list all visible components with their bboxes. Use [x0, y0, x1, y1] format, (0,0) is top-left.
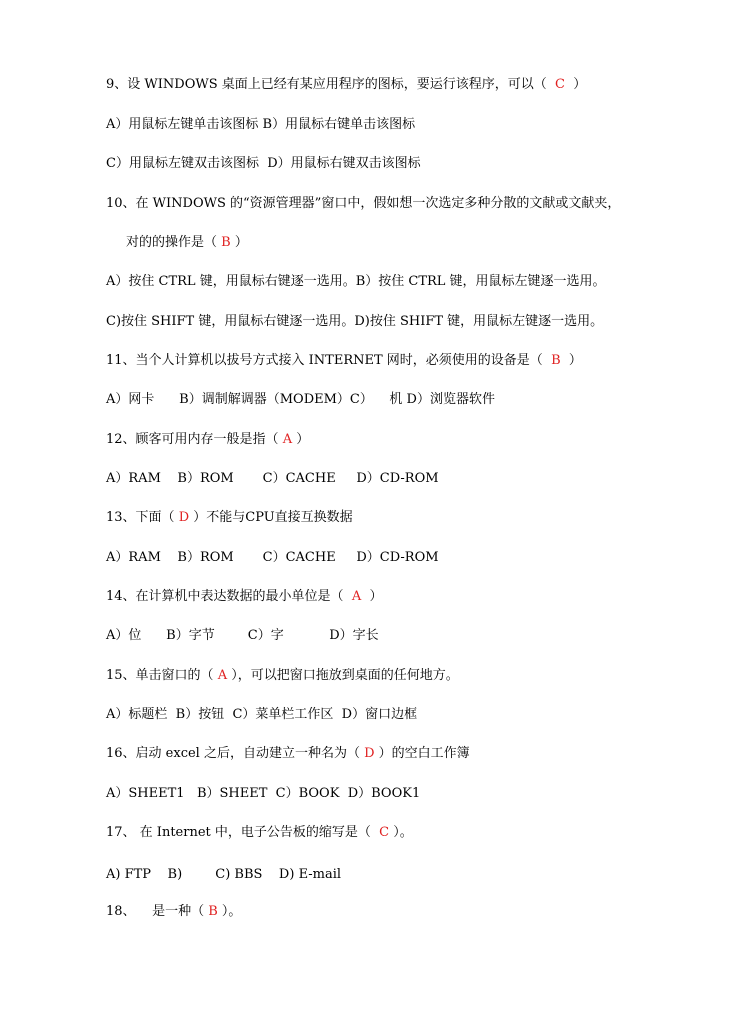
- answer-mark: A: [282, 432, 293, 447]
- options-text: C)按住 SHIFT 键，用鼠标右键逐一选用。D)按住 SHIFT 键，用鼠标左键逐一选用。: [106, 314, 604, 329]
- question-text: 18、 是一种（: [106, 904, 209, 919]
- options-16: [106, 785, 420, 803]
- question-text-end: ）。: [217, 904, 242, 919]
- question-text-end: ）。: [389, 825, 413, 840]
- options-10-ab: [106, 273, 606, 291]
- question-16: [106, 745, 470, 763]
- answer-mark: B: [551, 353, 561, 368]
- question-text: 12、顾客可用内存一般是指（: [106, 432, 283, 447]
- answer-mark: C: [555, 77, 565, 92]
- options-text: A）RAM B）ROM C）CACHE D）CD-ROM: [106, 471, 439, 486]
- options-text: A）位 B）字节 C）字 D）字长: [106, 628, 379, 643]
- answer-mark: B: [221, 235, 231, 250]
- options-9-ab: [106, 116, 415, 134]
- question-14: [106, 588, 382, 606]
- options-text: A）标题栏 B）按钮 C）菜单栏工作区 D）窗口边框: [106, 707, 418, 722]
- question-17: [106, 824, 413, 842]
- options-text: C）用鼠标左键双击该图标 D）用鼠标右键双击该图标: [106, 156, 421, 171]
- options-10-cd: [106, 313, 603, 331]
- question-text: 13、下面（: [106, 510, 179, 525]
- options-15: [106, 706, 417, 724]
- question-text: 14、在计算机中表达数据的最小单位是（: [106, 589, 352, 604]
- options-text: A）SHEET1 B）SHEET C）BOOK D）BOOK1: [106, 786, 421, 801]
- question-9: [106, 76, 586, 94]
- answer-mark: B: [208, 904, 218, 919]
- question-12: [106, 431, 309, 449]
- answer-mark: C: [379, 825, 390, 840]
- options-text: A) FTP B) C) BBS D) E-mail: [106, 867, 342, 882]
- options-text: A）用鼠标左键单击该图标 B）用鼠标右键单击该图标: [106, 117, 416, 132]
- question-10: [106, 195, 620, 213]
- question-text: 10、在 WINDOWS 的“资源管理器”窗口中，假如想一次选定多种分散的文献或文献夹，: [106, 196, 621, 211]
- question-text-end: ）不能与CPU直接互换数据: [189, 510, 353, 525]
- question-15: [106, 667, 459, 685]
- answer-mark: A: [351, 589, 362, 604]
- question-text: 9、设 WINDOWS 桌面上已经有某应用程序的图标，要运行该程序，可以（: [106, 77, 556, 92]
- question-13: [106, 509, 353, 527]
- question-text: 16、启动 excel 之后，自动建立一种名为（: [106, 746, 365, 761]
- question-text-end: ）: [560, 353, 582, 368]
- options-text: A）RAM B）ROM C）CACHE D）CD-ROM: [106, 550, 439, 565]
- answer-mark: A: [217, 668, 228, 683]
- options-17: [106, 866, 341, 884]
- question-10-continued: [126, 234, 248, 252]
- options-14: [106, 627, 379, 645]
- question-text-end: ）: [361, 589, 383, 604]
- options-text: A）按住 CTRL 键，用鼠标右键逐一选用。B）按住 CTRL 键，用鼠标左键逐一选用。: [106, 274, 606, 289]
- options-11: [106, 391, 495, 409]
- question-text-end: ）: [292, 432, 310, 447]
- question-text-end: ），可以把窗口拖放到桌面的任何地方。: [227, 668, 459, 683]
- question-text: 对的的操作是（: [126, 235, 222, 250]
- options-12: [106, 470, 439, 488]
- question-text-end: ）: [564, 77, 587, 92]
- question-18: [106, 903, 241, 921]
- answer-mark: D: [364, 746, 375, 761]
- answer-mark: D: [178, 510, 190, 525]
- question-text: 17、 在 Internet 中，电子公告板的缩写是（: [106, 825, 380, 840]
- options-13: [106, 549, 439, 567]
- options-text: A）网卡 B）调制解调器（MODEM）C） 机 D）浏览器软件: [106, 392, 495, 407]
- question-text: 11、当个人计算机以拔号方式接入 INTERNET 网时，必须使用的设备是（: [106, 353, 552, 368]
- question-text: 15、单击窗口的（: [106, 668, 218, 683]
- question-text-end: ）: [230, 235, 248, 250]
- question-11: [106, 352, 582, 370]
- question-text-end: ）的空白工作簿: [374, 746, 470, 761]
- options-9-cd: [106, 155, 421, 173]
